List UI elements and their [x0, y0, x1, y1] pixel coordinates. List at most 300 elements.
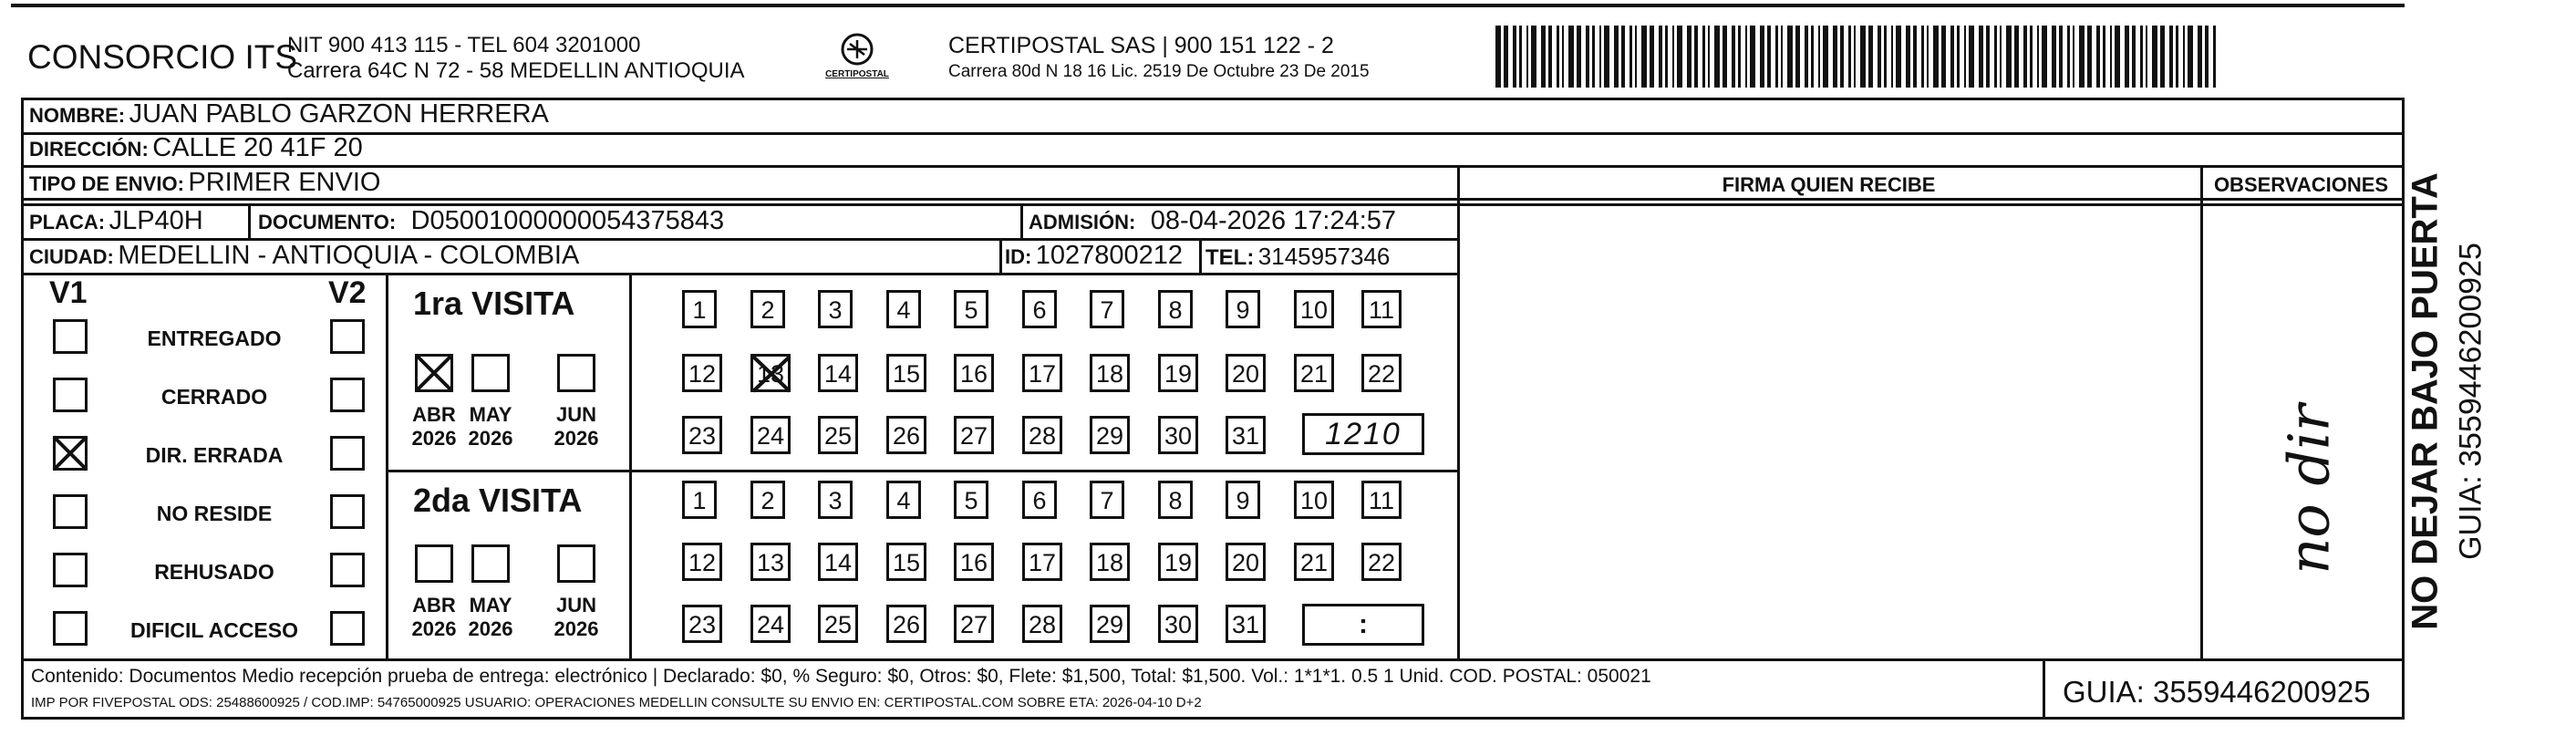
month-year: 2026: [553, 427, 599, 450]
observations-divider: [2200, 165, 2203, 658]
day-number: 13: [756, 549, 785, 576]
v1-checkbox[interactable]: [53, 553, 88, 587]
day-number: 5: [964, 296, 978, 324]
barcode-icon: [1495, 26, 2225, 88]
day-number: 19: [1164, 549, 1193, 576]
footer-divider: [21, 658, 2405, 661]
barcode-bar: [2030, 26, 2033, 88]
day-box[interactable]: [1294, 354, 1334, 392]
barcode-bar: [1548, 26, 1552, 88]
city-cell: [29, 241, 579, 271]
barcode-bar: [1745, 26, 1747, 88]
barcode-bar: [2183, 26, 2185, 88]
barcode-bar: [1787, 26, 1793, 88]
cell-divider: [999, 238, 1002, 273]
day-box[interactable]: [1226, 543, 1266, 581]
barcode-bar: [1568, 26, 1574, 88]
month-year: 2026: [468, 427, 513, 450]
day-box[interactable]: [954, 605, 994, 643]
day-box[interactable]: [682, 543, 722, 581]
barcode-bar: [1750, 26, 1755, 88]
barcode-bar: [1833, 26, 1837, 88]
reason-label: CERRADO: [160, 385, 268, 409]
recipient-address: CALLE 20 41F 20: [152, 133, 363, 162]
barcode-bar: [1659, 26, 1662, 88]
phone-label: TEL:: [1205, 245, 1255, 270]
cell-divider: [248, 203, 251, 238]
day-box[interactable]: [1294, 290, 1334, 328]
day-number: 18: [1095, 360, 1124, 388]
courier-logo: [825, 31, 889, 91]
month-year: 2026: [468, 617, 513, 640]
barcode-bar: [1586, 26, 1589, 88]
day-box[interactable]: [818, 354, 858, 392]
day-number: 8: [1168, 296, 1183, 324]
month-year: 2026: [411, 427, 457, 450]
barcode-bar: [2152, 26, 2157, 88]
day-number: 17: [1028, 549, 1057, 576]
v2-checkbox[interactable]: [330, 319, 365, 354]
plate-label: PLACA:: [29, 211, 106, 233]
day-box[interactable]: [1022, 354, 1062, 392]
barcode-bar: [1531, 26, 1536, 88]
day-number: 9: [1236, 487, 1250, 514]
day-box[interactable]: [1090, 416, 1130, 454]
day-number: 25: [823, 611, 853, 638]
barcode-bar: [1504, 26, 1508, 88]
day-box[interactable]: [818, 605, 858, 643]
barcode-bar: [2125, 26, 2129, 88]
barcode-bar: [1795, 26, 1800, 88]
barcode-bar: [1702, 26, 1705, 88]
barcode-bar: [1526, 26, 1528, 88]
barcode-bar: [1848, 26, 1851, 88]
check-mark-icon: [415, 354, 453, 397]
day-box[interactable]: [1226, 481, 1260, 519]
barcode-bar: [1641, 26, 1647, 88]
day-number: 6: [1032, 296, 1047, 324]
day-number: 13: [756, 360, 785, 388]
day-number: 19: [1164, 360, 1193, 388]
day-box[interactable]: [818, 290, 853, 328]
day-box[interactable]: [954, 416, 994, 454]
day-box[interactable]: [682, 354, 722, 392]
day-number: 31: [1231, 422, 1260, 450]
barcode-bar: [1650, 26, 1654, 88]
phone-cell: [1205, 243, 1390, 271]
barcode-bar: [1738, 26, 1741, 88]
barcode-bar: [2198, 26, 2202, 88]
month-year: 2026: [411, 617, 457, 640]
day-box[interactable]: [682, 605, 722, 643]
barcode-bar: [1513, 26, 1516, 88]
day-number: 30: [1164, 422, 1193, 450]
day-box[interactable]: [750, 605, 791, 643]
month-checkbox[interactable]: [471, 544, 510, 583]
day-number: 27: [959, 611, 988, 638]
barcode-bar: [2042, 26, 2047, 88]
day-box[interactable]: [1158, 543, 1198, 581]
barcode-bar: [1823, 26, 1828, 88]
barcode-bar: [1840, 26, 1844, 88]
document-cell: [258, 206, 724, 236]
barcode-bar: [1913, 26, 1917, 88]
day-number: 20: [1231, 360, 1260, 388]
day-number: 12: [688, 549, 717, 576]
barcode-bar: [2087, 26, 2092, 88]
day-number: 2: [760, 487, 775, 514]
day-box[interactable]: [682, 290, 717, 328]
day-box[interactable]: [886, 416, 926, 454]
day-number: 16: [959, 549, 988, 576]
day-box[interactable]: [818, 416, 858, 454]
v1-checkbox[interactable]: [53, 378, 88, 412]
courier-logo-icon: [825, 31, 889, 91]
barcode-bar: [1672, 26, 1674, 88]
day-number: 23: [688, 422, 717, 450]
day-number: 29: [1095, 422, 1124, 450]
day-box[interactable]: [750, 481, 785, 519]
month-year: 2026: [553, 617, 599, 640]
day-number: 28: [1028, 611, 1057, 638]
barcode-bar: [2205, 26, 2209, 88]
day-box[interactable]: [1226, 416, 1266, 454]
barcode-bar: [2023, 26, 2027, 88]
day-box[interactable]: [886, 354, 926, 392]
barcode-bar: [1941, 26, 1946, 88]
cell-divider: [1020, 203, 1023, 238]
barcode-bar: [2059, 26, 2063, 88]
day-number: 24: [756, 422, 785, 450]
day-number: 25: [823, 422, 853, 450]
day-number: 16: [959, 360, 988, 388]
day-number: 20: [1231, 549, 1260, 576]
admission-cell: [1029, 206, 1396, 236]
barcode-bar: [2140, 26, 2143, 88]
day-number: 7: [1100, 296, 1114, 324]
barcode-bar: [2110, 26, 2112, 88]
day-number: 10: [1299, 487, 1329, 514]
day-box[interactable]: [1158, 290, 1193, 328]
day-number: 23: [688, 611, 717, 638]
day-number: 11: [1368, 487, 1395, 514]
barcode-bar: [1614, 26, 1619, 88]
day-box[interactable]: [1226, 290, 1260, 328]
day-box[interactable]: [954, 290, 988, 328]
day-box[interactable]: [1226, 605, 1266, 643]
day-box[interactable]: [1294, 543, 1334, 581]
barcode-bar: [2067, 26, 2070, 88]
visit-divider: [629, 273, 632, 658]
day-number: 3: [828, 296, 843, 324]
day-box[interactable]: [750, 290, 785, 328]
barcode-bar: [1986, 26, 1990, 88]
day-box[interactable]: [1090, 605, 1130, 643]
day-number: 1: [692, 487, 707, 514]
barcode-bar: [1604, 26, 1609, 88]
barcode-bar: [1677, 26, 1682, 88]
courier-license: Carrera 80d N 18 16 Lic. 2519 De Octubre 23 De 2015: [948, 62, 1370, 81]
barcode-bar: [2103, 26, 2105, 88]
barcode-bar: [1878, 26, 1881, 88]
day-box[interactable]: [1361, 354, 1402, 392]
barcode-bar: [1979, 26, 1983, 88]
day-box[interactable]: [1158, 481, 1193, 519]
row-divider: [21, 273, 1457, 275]
day-box[interactable]: [1090, 543, 1130, 581]
cell-divider: [1199, 238, 1202, 273]
barcode-bar: [2146, 26, 2147, 88]
sender-nit: NIT 900 413 115 - TEL 604 3201000: [287, 33, 641, 57]
day-box[interactable]: [1022, 416, 1062, 454]
day-number: 22: [1367, 360, 1396, 388]
day-box[interactable]: [1361, 481, 1402, 519]
day-box[interactable]: [750, 416, 791, 454]
barcode-bar: [2014, 26, 2019, 88]
month-name: MAY: [469, 403, 512, 426]
month-name: JUN: [555, 403, 596, 426]
day-box[interactable]: [1361, 543, 1402, 581]
day-box[interactable]: [750, 354, 791, 392]
day-box[interactable]: [1294, 481, 1334, 519]
day-number: 15: [892, 360, 921, 388]
month-checkbox[interactable]: [557, 544, 595, 583]
day-box[interactable]: [750, 543, 791, 581]
day-number: 21: [1299, 360, 1329, 388]
barcode-bar: [2169, 26, 2173, 88]
document-value: D05001000000054375843: [410, 206, 725, 235]
barcode-bar: [1811, 26, 1814, 88]
barcode-bar: [2160, 26, 2165, 88]
day-number: 4: [896, 487, 911, 514]
barcode-bar: [1732, 26, 1735, 88]
top-border: [11, 4, 2405, 7]
reasons-divider: [386, 273, 388, 658]
day-number: 3: [828, 487, 843, 514]
barcode-bar: [1714, 26, 1720, 88]
day-number: 9: [1236, 296, 1250, 324]
day-number: 21: [1299, 549, 1329, 576]
visit2-title: 2da VISITA: [413, 482, 583, 519]
shipment-type-row: [29, 168, 380, 198]
barcode-bar: [1621, 26, 1625, 88]
barcode-bar: [2188, 26, 2193, 88]
reason-label: DIR. ERRADA: [145, 443, 284, 467]
v2-checkbox[interactable]: [330, 611, 365, 646]
admission-label: ADMISIÓN:: [1029, 211, 1136, 233]
barcode-bar: [1775, 26, 1778, 88]
signature-divider: [1457, 165, 1460, 658]
day-box[interactable]: [954, 481, 988, 519]
v1-label: V1: [49, 275, 88, 310]
day-box[interactable]: [682, 416, 722, 454]
reason-label: ENTREGADO: [147, 326, 282, 350]
barcode-bar: [1723, 26, 1727, 88]
reason-label: REHUSADO: [154, 560, 274, 584]
name-label: NOMBRE:: [29, 104, 126, 127]
day-number: 17: [1028, 360, 1057, 388]
day-box[interactable]: [1022, 605, 1062, 643]
plate-cell: [29, 206, 203, 236]
city-label: CIUDAD:: [29, 245, 114, 268]
month-label: [463, 403, 518, 451]
barcode-bar: [1635, 26, 1637, 88]
day-box[interactable]: [886, 290, 921, 328]
month-label: [463, 594, 518, 641]
day-box[interactable]: [818, 481, 853, 519]
month-name: ABR: [412, 403, 456, 426]
v1-checkbox[interactable]: [53, 319, 88, 354]
barcode-bar: [1927, 26, 1929, 88]
barcode-bar: [1629, 26, 1632, 88]
barcode-bar: [1781, 26, 1783, 88]
barcode-bar: [1760, 26, 1764, 88]
day-box[interactable]: [886, 543, 926, 581]
v1-checkbox[interactable]: [53, 611, 88, 646]
barcode-bar: [1868, 26, 1873, 88]
month-name: MAY: [469, 594, 512, 616]
barcode-bar: [1495, 26, 1501, 88]
signature-label: FIRMA QUIEN RECIBE: [1722, 173, 1936, 196]
barcode-bar: [2073, 26, 2074, 88]
admission-value: 08-04-2026 17:24:57: [1150, 206, 1397, 235]
barcode-bar: [1884, 26, 1887, 88]
barcode-bar: [1519, 26, 1522, 88]
row-divider: [21, 132, 2405, 135]
day-box[interactable]: [954, 543, 994, 581]
day-number: 12: [688, 360, 717, 388]
barcode-bar: [2096, 26, 2100, 88]
day-number: 10: [1299, 296, 1329, 324]
day-box[interactable]: [1022, 290, 1057, 328]
month-name: ABR: [412, 594, 456, 616]
month-label: [407, 403, 461, 451]
barcode-bar: [2052, 26, 2056, 88]
barcode-bar: [2213, 26, 2216, 88]
barcode-bar: [2176, 26, 2178, 88]
day-number: 29: [1095, 611, 1124, 638]
barcode-bar: [1969, 26, 1974, 88]
shipment-type: PRIMER ENVIO: [188, 168, 381, 197]
barcode-bar: [1896, 26, 1901, 88]
handwritten-note-text: no dir: [2275, 404, 2343, 575]
id-cell: [1005, 241, 1183, 271]
day-box[interactable]: [1090, 354, 1130, 392]
day-box[interactable]: [682, 481, 717, 519]
barcode-bar: [1891, 26, 1893, 88]
barcode-bar: [1599, 26, 1601, 88]
phone-value: 3145957346: [1257, 243, 1391, 270]
day-number: 7: [1100, 487, 1114, 514]
barcode-bar: [1854, 26, 1856, 88]
barcode-bar: [1906, 26, 1910, 88]
barcode-bar: [1818, 26, 1820, 88]
month-checkbox[interactable]: [471, 354, 510, 392]
v2-checkbox[interactable]: [330, 436, 365, 471]
barcode-bar: [1767, 26, 1771, 88]
footer-guide-divider: [2043, 658, 2045, 720]
barcode-bar: [2115, 26, 2120, 88]
day-box[interactable]: [1022, 543, 1062, 581]
barcode-bar: [1694, 26, 1698, 88]
barcode-bar: [1805, 26, 1808, 88]
day-box[interactable]: [1090, 290, 1124, 328]
month-checkbox[interactable]: [415, 544, 453, 583]
v2-checkbox[interactable]: [330, 494, 365, 529]
month-label: [549, 403, 604, 451]
day-number: 14: [823, 549, 853, 576]
document-label: DOCUMENTO:: [258, 211, 397, 233]
day-box[interactable]: [886, 481, 921, 519]
barcode-bar: [1933, 26, 1939, 88]
v1-checkbox[interactable]: [53, 494, 88, 529]
id-label: ID:: [1005, 245, 1032, 268]
barcode-bar: [1964, 26, 1966, 88]
day-number: 2: [760, 296, 775, 324]
day-box[interactable]: [954, 354, 994, 392]
day-number: 26: [892, 611, 921, 638]
barcode-bar: [2132, 26, 2136, 88]
day-box[interactable]: [1158, 605, 1198, 643]
row-divider: [21, 198, 2405, 201]
visit1-time-box[interactable]: [1302, 413, 1424, 455]
day-number: 24: [756, 611, 785, 638]
side-instruction: NO DEJAR BAJO PUERTA: [2405, 172, 2446, 630]
day-box[interactable]: [1022, 481, 1057, 519]
barcode-bar: [1950, 26, 1954, 88]
day-box[interactable]: [818, 543, 858, 581]
day-number: 11: [1368, 296, 1395, 324]
visit2-time: :: [1359, 609, 1368, 639]
barcode-bar: [1957, 26, 1960, 88]
city-value: MEDELLIN - ANTIOQUIA - COLOMBIA: [118, 241, 580, 270]
v2-checkbox[interactable]: [330, 553, 365, 587]
address-label: DIRECCIÓN:: [29, 138, 149, 161]
visit2-time-box[interactable]: [1302, 604, 1424, 646]
reason-label: DIFICIL ACCESO: [129, 618, 298, 642]
address-row: [29, 133, 363, 163]
day-number: 18: [1095, 549, 1124, 576]
side-guide: GUIA: 3559446200925: [2453, 243, 2488, 560]
month-label: [407, 594, 461, 641]
day-number: 31: [1231, 611, 1260, 638]
month-checkbox[interactable]: [415, 354, 453, 392]
v2-label: V2: [328, 275, 367, 310]
day-box[interactable]: [1158, 354, 1198, 392]
v2-checkbox[interactable]: [330, 378, 365, 412]
visit-split: [386, 470, 1457, 472]
imp-line: IMP POR FIVEPOSTAL ODS: 25488600925 / COD.IMP: 54765000925 USUARIO: OPERACIONES MEDELLIN CONSULTE SU ENVIO EN: CERTIPOSTAL.COM SOBRE ETA: 2026-04-10 D+2: [31, 695, 1202, 710]
day-box[interactable]: [1090, 481, 1124, 519]
barcode-bar: [1562, 26, 1564, 88]
day-number: 4: [896, 296, 911, 324]
day-box[interactable]: [1361, 290, 1402, 328]
day-number: 22: [1367, 549, 1396, 576]
day-box[interactable]: [886, 605, 926, 643]
barcode-bar: [1557, 26, 1559, 88]
month-checkbox[interactable]: [557, 354, 595, 392]
plate-value: JLP40H: [109, 206, 203, 235]
day-box[interactable]: [1158, 416, 1198, 454]
day-box[interactable]: [1226, 354, 1266, 392]
day-number: 30: [1164, 611, 1193, 638]
shipment-type-label: TIPO DE ENVIO:: [29, 172, 184, 195]
recipient-name: JUAN PABLO GARZON HERRERA: [129, 99, 549, 129]
month-name: JUN: [555, 594, 596, 616]
reason-label: NO RESIDE: [156, 502, 273, 525]
sender-address: Carrera 64C N 72 - 58 MEDELLIN ANTIOQUIA: [287, 58, 745, 83]
v1-checkbox[interactable]: [53, 436, 88, 471]
